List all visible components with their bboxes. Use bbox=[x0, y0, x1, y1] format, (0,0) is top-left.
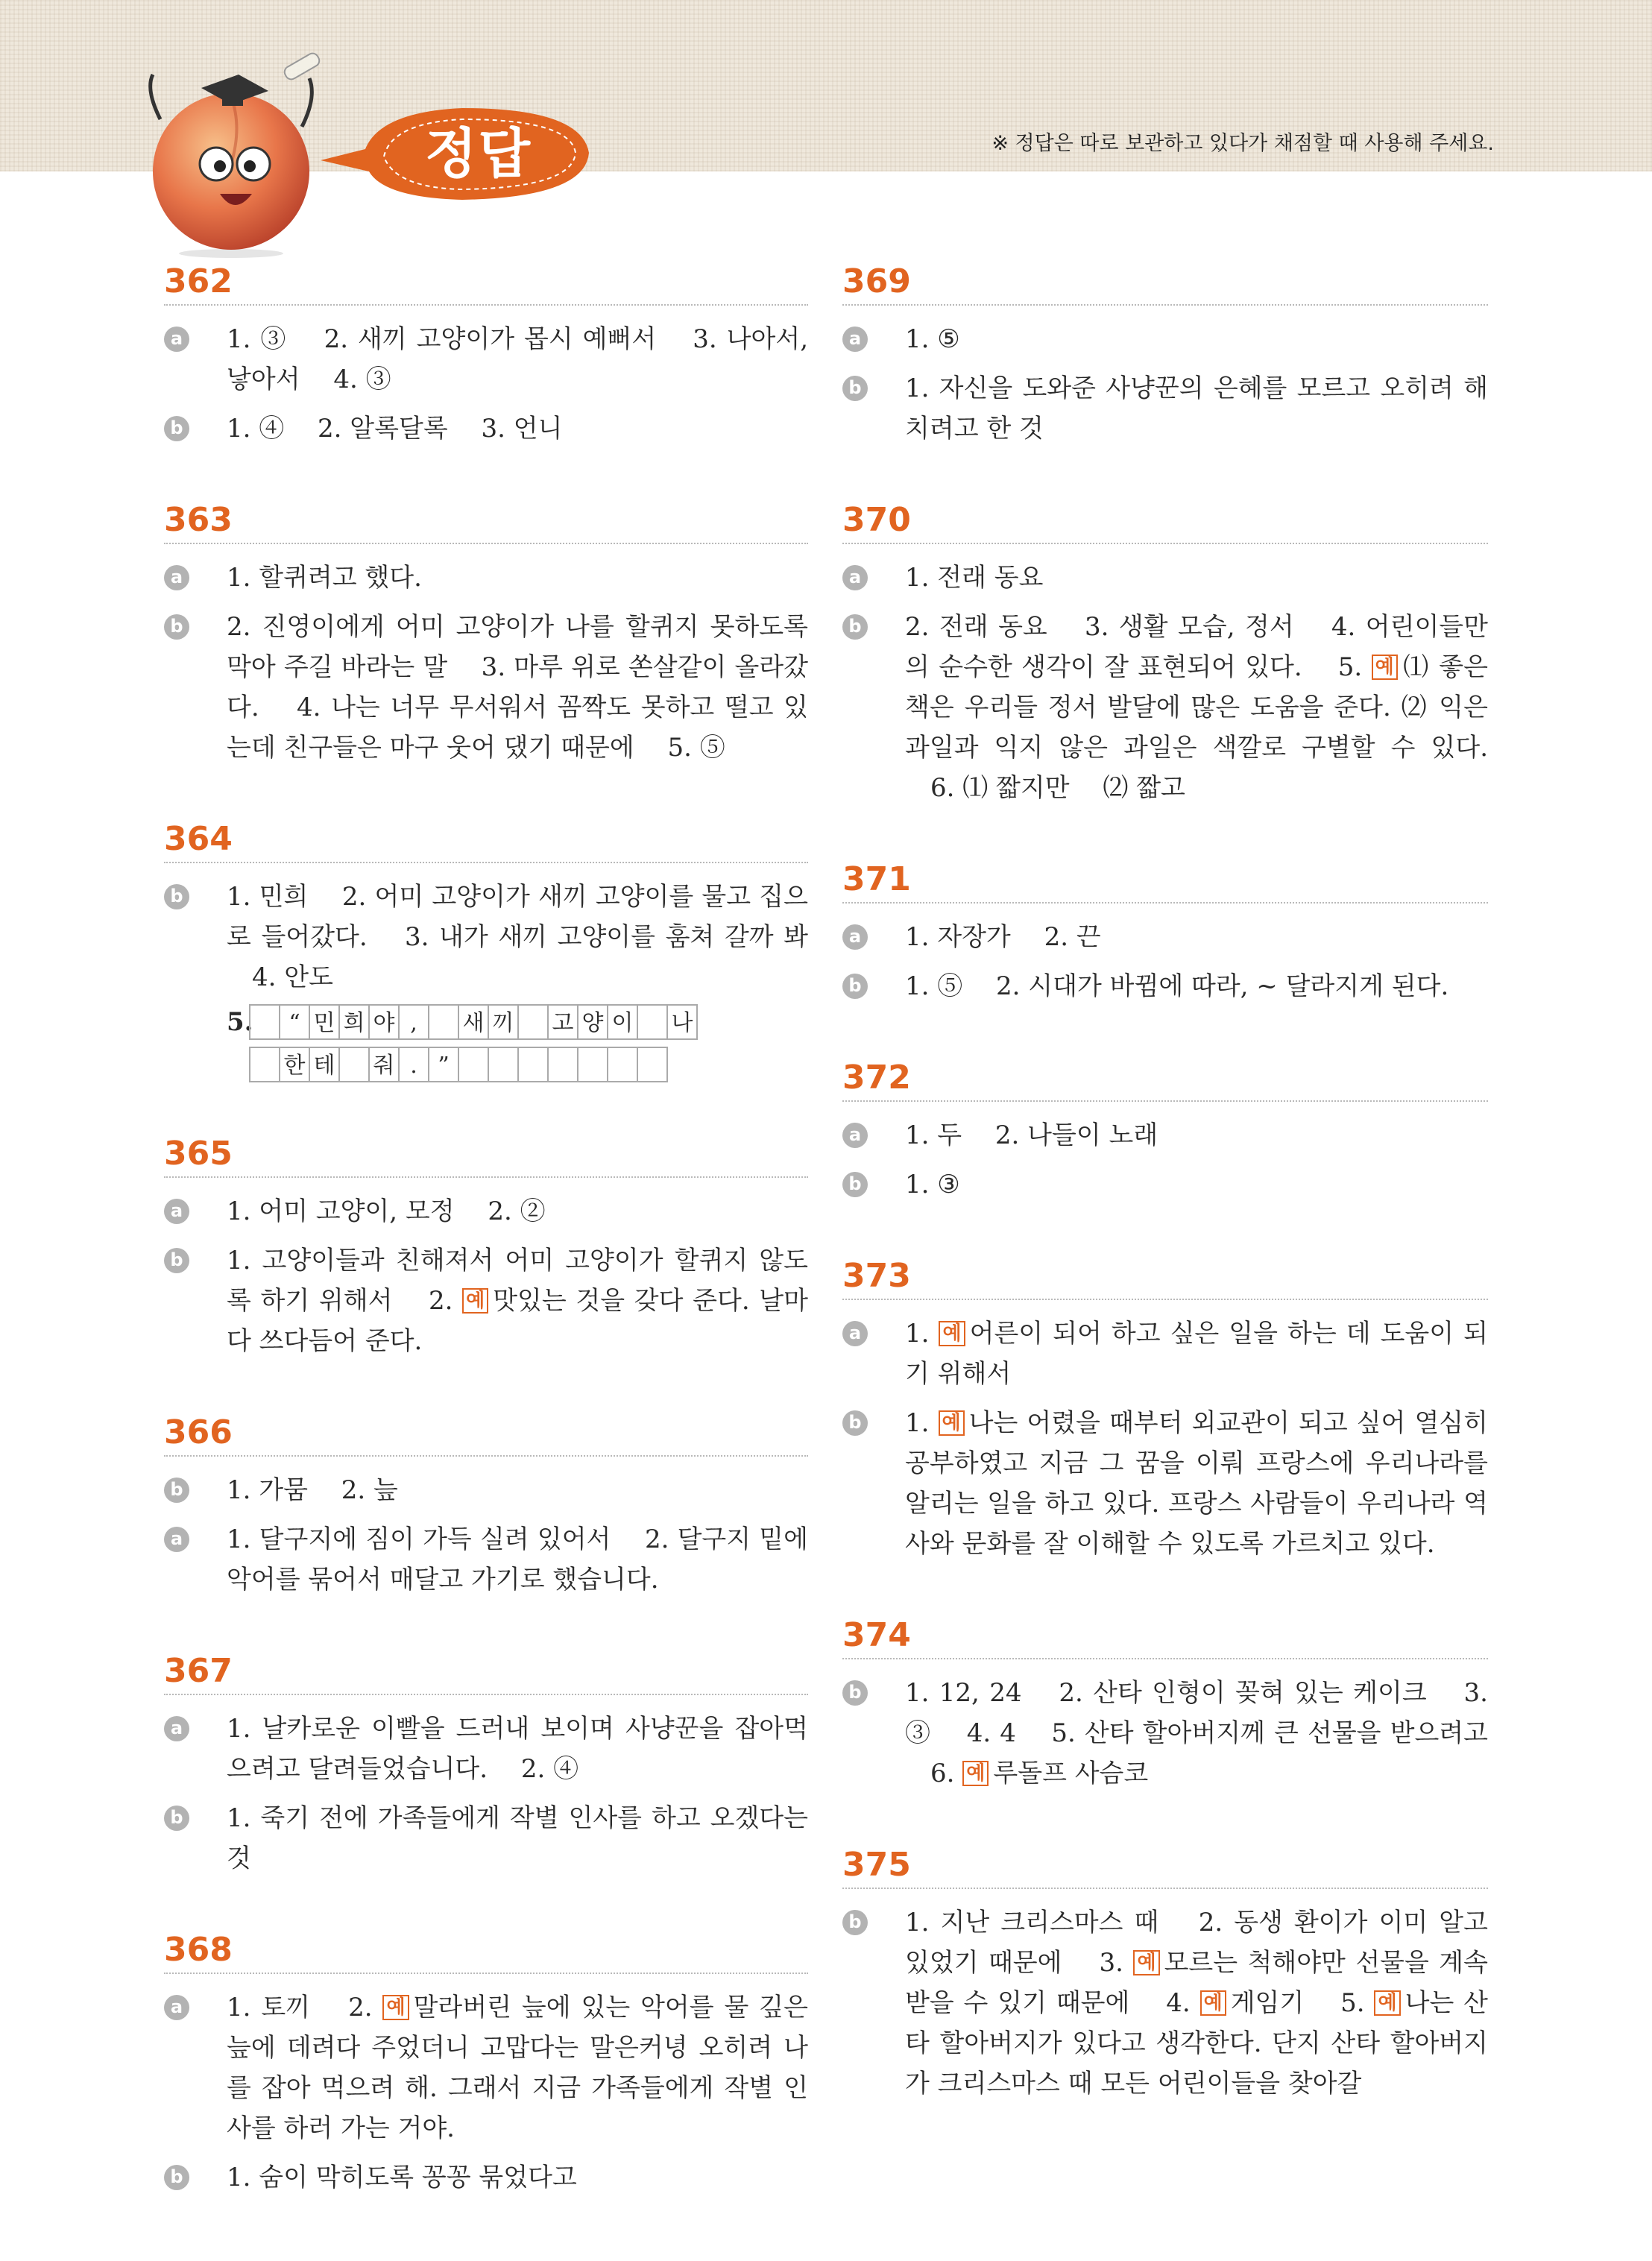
peach-mascot-icon bbox=[119, 45, 335, 261]
answer-text: 1. ③ bbox=[905, 1170, 960, 1199]
left-column bbox=[164, 262, 808, 2250]
grid-cell: “ bbox=[280, 1004, 310, 1040]
answer-text: 1. 두 2. 나들이 노래 bbox=[905, 1120, 1158, 1150]
example-mark: 예 bbox=[939, 1321, 965, 1346]
grid-cell bbox=[578, 1047, 608, 1082]
grid-cell: 양 bbox=[578, 1004, 608, 1040]
part-b-badge: b bbox=[164, 2165, 189, 2190]
answer-text-post: 말라버린 늪에 있는 악어를 물 깊은 늪에 데려다 주었더니 고맙다는 말은커녕 오히려 나를 잡아 먹으려 해. 그래서 지금 가족들에게 작별 인사를 하러 가는 거야. bbox=[227, 1993, 808, 2143]
part-a-badge: a bbox=[842, 565, 868, 590]
answer-text-post: 루돌프 사슴코 bbox=[993, 1759, 1149, 1788]
grid-cell: ” bbox=[429, 1047, 459, 1082]
part-b-badge: b bbox=[164, 884, 189, 909]
answer-text bbox=[905, 1403, 1488, 1564]
answer-text: 1. ④ 2. 알록달록 3. 언니 bbox=[227, 414, 563, 444]
section-number: 373 bbox=[842, 1257, 1488, 1300]
answer-text bbox=[227, 1240, 808, 1361]
answer-text-pre: 1. 12, 24 2. 산타 인형이 꽂혀 있는 케이크 3. ③ 4. 4 5. 산타 할아버지께 큰 선물을 받으려고 6. bbox=[905, 1678, 1488, 1788]
answer-row bbox=[842, 558, 1488, 598]
answer-text-post: 나는 산타 할아버지가 있다고 생각한다. 단지 산타 할아버지가 크리스마스 때 모든 어린이들을 찾아갈 bbox=[905, 1988, 1488, 2098]
part-a-badge: a bbox=[164, 1716, 189, 1741]
answer-text bbox=[905, 1314, 1488, 1394]
part-a-badge: a bbox=[164, 1995, 189, 2020]
section-371 bbox=[842, 860, 1488, 1006]
answer-text: 1. ⑤ 2. 시대가 바뀜에 따라, ~ 달라지게 된다. bbox=[905, 971, 1449, 1001]
answer-row bbox=[164, 2157, 808, 2198]
grid-cell bbox=[519, 1004, 549, 1040]
answer-row bbox=[842, 1902, 1488, 2104]
section-368 bbox=[164, 1931, 808, 2198]
section-number: 372 bbox=[842, 1059, 1488, 1102]
section-number: 368 bbox=[164, 1931, 808, 1974]
grid-cell bbox=[638, 1004, 668, 1040]
example-mark: 예 bbox=[962, 1761, 989, 1786]
section-number: 374 bbox=[842, 1616, 1488, 1659]
answer-row bbox=[164, 1191, 808, 1232]
grid-cell bbox=[429, 1004, 459, 1040]
answer-text: 1. ③ 2. 새끼 고양이가 몹시 예뻐서 3. 나아서, 낳아서 4. ③ bbox=[227, 324, 808, 394]
answer-text: 1. 죽기 전에 가족들에게 작별 인사를 하고 오겠다는 것 bbox=[227, 1803, 808, 1873]
part-b-badge: b bbox=[164, 614, 189, 640]
answer-row bbox=[842, 1403, 1488, 1564]
section-375 bbox=[842, 1846, 1488, 2104]
answer-row bbox=[164, 1240, 808, 1361]
part-b-badge: b bbox=[842, 614, 868, 640]
section-366 bbox=[164, 1413, 808, 1600]
answer-text: 1. 전래 동요 bbox=[905, 563, 1044, 593]
answer-text-pre: 1. bbox=[905, 1319, 939, 1349]
answer-text: 1. 달구지에 짐이 가득 실려 있어서 2. 달구지 밑에 악어를 묶어서 매달고 가기로 했습니다. bbox=[227, 1524, 808, 1595]
part-a-badge: a bbox=[164, 327, 189, 352]
section-373 bbox=[842, 1257, 1488, 1564]
grid-cell bbox=[549, 1047, 578, 1082]
answer-text-pre: 1. 지난 크리스마스 때 2. 동생 환이가 이미 알고 있었기 때문에 3. bbox=[905, 1908, 1488, 1978]
grid-cell bbox=[638, 1047, 668, 1082]
part-b-badge: b bbox=[842, 1172, 868, 1197]
grid-cell: 테 bbox=[310, 1047, 340, 1082]
answer-text: 2. 진영이에게 어미 고양이가 나를 할퀴지 못하도록 막아 주길 바라는 말 3. 마루 위로 쏜살같이 올라갔다. 4. 나는 너무 무서워서 꼼짝도 못하고 떨고 있는데 친구들은 마구 웃어 댔기 때문에 5. ⑤ bbox=[227, 612, 808, 763]
section-number: 369 bbox=[842, 262, 1488, 306]
answer-row bbox=[842, 1115, 1488, 1155]
manuscript-cells bbox=[249, 1047, 668, 1082]
part-b-badge: b bbox=[842, 1910, 868, 1935]
grid-cell: 줘 bbox=[370, 1047, 400, 1082]
right-column bbox=[842, 262, 1488, 2156]
part-b-badge: b bbox=[164, 1248, 189, 1273]
answer-text: 1. 어미 고양이, 모정 2. ② bbox=[227, 1196, 546, 1226]
section-number: 371 bbox=[842, 860, 1488, 904]
answer-text bbox=[227, 877, 808, 1082]
answer-row bbox=[164, 1470, 808, 1510]
answer-text: 1. 날카로운 이빨을 드러내 보이며 사냥꾼을 잡아먹으려고 달려들었습니다. 2. ④ bbox=[227, 1714, 808, 1784]
part-a-badge: a bbox=[842, 1321, 868, 1346]
answer-text bbox=[905, 607, 1488, 808]
grid-cell: 한 bbox=[280, 1047, 310, 1082]
grid-cell bbox=[250, 1004, 280, 1040]
grid-cell: 나 bbox=[668, 1004, 698, 1040]
answer-text: 1. 할퀴려고 했다. bbox=[227, 563, 422, 593]
answer-row bbox=[164, 1519, 808, 1600]
answer-row bbox=[164, 409, 808, 449]
grid-cell: 야 bbox=[370, 1004, 400, 1040]
answer-row bbox=[842, 917, 1488, 957]
grid-cell bbox=[519, 1047, 549, 1082]
grid-cell bbox=[608, 1047, 638, 1082]
answer-text: 1. ⑤ bbox=[905, 324, 960, 354]
manuscript-grid-row-2 bbox=[227, 1047, 808, 1082]
grid-cell bbox=[340, 1047, 370, 1082]
answer-row bbox=[842, 1314, 1488, 1394]
part-a-badge: a bbox=[842, 1123, 868, 1148]
grid-label: 5. bbox=[227, 1007, 253, 1037]
part-a-badge: a bbox=[842, 327, 868, 352]
part-a-badge: a bbox=[164, 565, 189, 590]
answer-text-post: 어른이 되어 하고 싶은 일을 하는 데 도움이 되기 위해서 bbox=[905, 1319, 1488, 1389]
answer-row bbox=[842, 966, 1488, 1006]
grid-cell: 끼 bbox=[489, 1004, 519, 1040]
section-number: 362 bbox=[164, 262, 808, 306]
answer-text: 1. 자신을 도와준 사냥꾼의 은혜를 모르고 오히려 해치려고 한 것 bbox=[905, 373, 1488, 444]
part-b-badge: b bbox=[164, 1478, 189, 1503]
example-mark: 예 bbox=[939, 1410, 965, 1436]
grid-cell: 새 bbox=[459, 1004, 489, 1040]
section-369 bbox=[842, 262, 1488, 449]
answer-row bbox=[842, 607, 1488, 808]
section-362 bbox=[164, 262, 808, 449]
example-mark: 예 bbox=[462, 1288, 488, 1314]
section-number: 364 bbox=[164, 820, 808, 863]
part-a-badge: a bbox=[164, 1527, 189, 1552]
example-mark: 예 bbox=[1372, 655, 1398, 680]
answer-text bbox=[227, 1987, 808, 2148]
answer-text: 1. 자장가 2. 끈 bbox=[905, 922, 1101, 952]
section-number: 363 bbox=[164, 501, 808, 544]
part-a-badge: a bbox=[842, 924, 868, 950]
grid-cell: . bbox=[400, 1047, 429, 1082]
answer-row bbox=[164, 607, 808, 768]
part-b-badge: b bbox=[164, 416, 189, 441]
part-b-badge: b bbox=[842, 376, 868, 401]
section-number: 367 bbox=[164, 1652, 808, 1695]
answer-text-pre: 1. 고양이들과 친해져서 어미 고양이가 할퀴지 않도록 하기 위해서 2. bbox=[227, 1246, 808, 1316]
example-mark: 예 bbox=[1200, 1990, 1226, 2016]
answer-row bbox=[164, 1709, 808, 1789]
section-number: 370 bbox=[842, 501, 1488, 544]
answer-text-pre: 1. 토끼 2. bbox=[227, 1993, 383, 2022]
section-370 bbox=[842, 501, 1488, 808]
grid-cell: 민 bbox=[310, 1004, 340, 1040]
answer-text: 1. 가뭄 2. 늪 bbox=[227, 1475, 398, 1505]
answer-row bbox=[842, 1164, 1488, 1205]
answer-text-post: 나는 어렸을 때부터 외교관이 되고 싶어 열심히 공부하였고 지금 그 꿈을 이뤄 프랑스에 우리나라를 알리는 일을 하고 있다. 프랑스 사람들이 우리나라 역사와 문화를 잘 이해할 수 있도록 가르치고 있다. bbox=[905, 1408, 1488, 1559]
section-number: 375 bbox=[842, 1846, 1488, 1889]
manuscript-grid-row-1 bbox=[227, 1002, 808, 1042]
grid-cell: 고 bbox=[549, 1004, 578, 1040]
section-363 bbox=[164, 501, 808, 768]
answer-row bbox=[164, 877, 808, 1082]
grid-cell: 이 bbox=[608, 1004, 638, 1040]
answer-text bbox=[905, 1902, 1488, 2104]
answer-row bbox=[164, 558, 808, 598]
manuscript-cells bbox=[249, 1004, 698, 1040]
answer-text-post: 게임기 5. bbox=[1230, 1988, 1375, 2018]
example-mark: 예 bbox=[1374, 1990, 1400, 2016]
part-b-badge: b bbox=[842, 1680, 868, 1706]
grid-cell bbox=[250, 1047, 280, 1082]
answer-row bbox=[164, 1798, 808, 1879]
answer-text: 1. 숨이 막히도록 꽁꽁 묶었다고 bbox=[227, 2163, 577, 2192]
page-title: 정답 bbox=[425, 122, 532, 185]
example-mark: 예 bbox=[1133, 1950, 1159, 1975]
section-364 bbox=[164, 820, 808, 1082]
answer-row bbox=[164, 319, 808, 400]
grid-cell bbox=[489, 1047, 519, 1082]
grid-cell: , bbox=[400, 1004, 429, 1040]
answer-text-main: 1. 민희 2. 어미 고양이가 새끼 고양이를 물고 집으로 들어갔다. 3. 내가 새끼 고양이를 훔쳐 갈까 봐 4. 안도 bbox=[227, 882, 808, 992]
part-b-badge: b bbox=[842, 1410, 868, 1436]
answer-row bbox=[842, 319, 1488, 359]
answer-text-post: 맛있는 것을 갖다 준다. 날마다 쓰다듬어 준다. bbox=[227, 1286, 808, 1356]
answer-text bbox=[905, 1673, 1488, 1794]
grid-cell bbox=[459, 1047, 489, 1082]
section-number: 366 bbox=[164, 1413, 808, 1457]
grid-cell: 희 bbox=[340, 1004, 370, 1040]
section-372 bbox=[842, 1059, 1488, 1205]
answer-row bbox=[164, 1987, 808, 2148]
answer-text-post: ⑴ 좋은 책은 우리들 정서 발달에 많은 도움을 준다. ⑵ 익은 과일과 익지 않은 과일은 색깔로 구별할 수 있다. 6. ⑴ 짧지만 ⑵ 짧고 bbox=[905, 652, 1488, 803]
answer-row bbox=[842, 368, 1488, 449]
answer-row bbox=[842, 1673, 1488, 1794]
part-b-badge: b bbox=[164, 1806, 189, 1831]
section-367 bbox=[164, 1652, 808, 1879]
header-note: ※ 정답은 따로 보관하고 있다가 채점할 때 사용해 주세요. bbox=[991, 132, 1494, 155]
example-mark: 예 bbox=[382, 1995, 409, 2020]
section-365 bbox=[164, 1135, 808, 1361]
part-a-badge: a bbox=[164, 1199, 189, 1224]
answer-text-post: 모르는 척해야만 선물을 계속 받을 수 있기 때문에 4. bbox=[905, 1948, 1488, 2018]
answer-text-pre: 2. 전래 동요 3. 생활 모습, 정서 4. 어린이들만의 순수한 생각이 잘 표현되어 있다. 5. bbox=[905, 612, 1488, 682]
answer-text-pre: 1. bbox=[905, 1408, 939, 1438]
part-b-badge: b bbox=[842, 974, 868, 999]
section-number: 365 bbox=[164, 1135, 808, 1178]
section-374 bbox=[842, 1616, 1488, 1794]
